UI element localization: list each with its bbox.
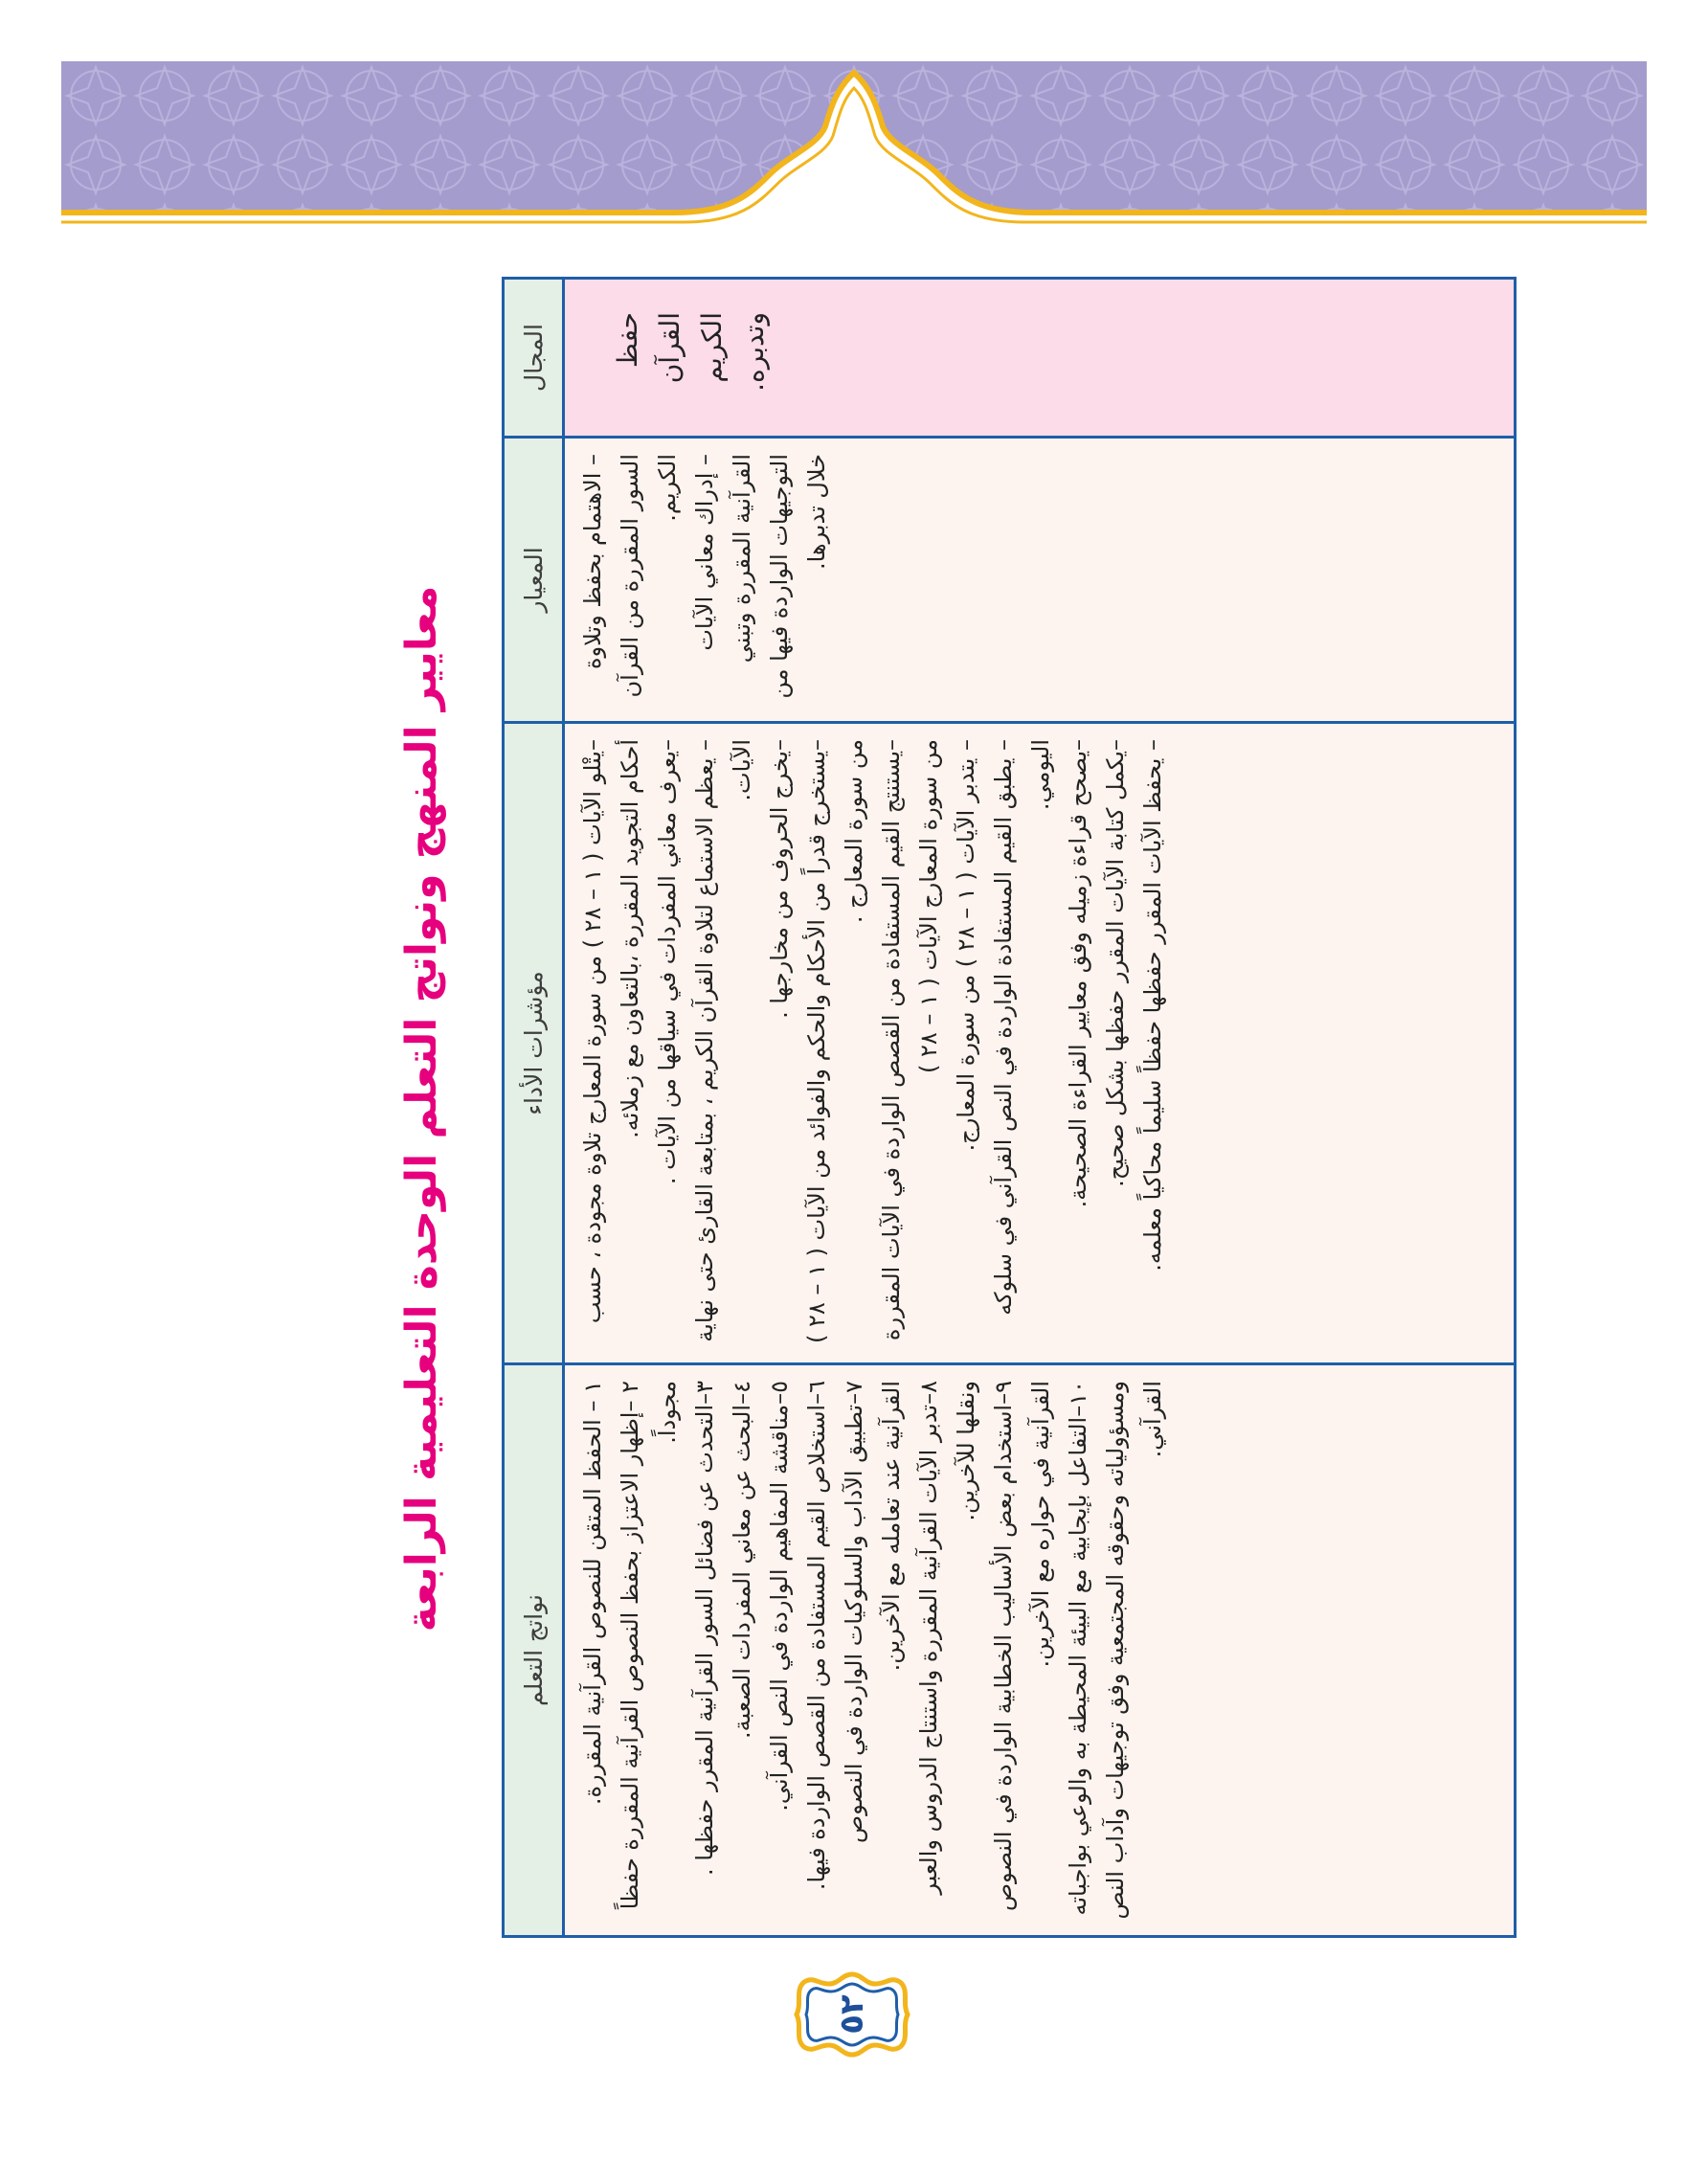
- header-standard: المعيار: [504, 438, 564, 723]
- table-header-row: [504, 279, 564, 1937]
- list-item: – يعظم الاستماع لتلاوة القرآن الكريم ، بمتابعة القارئ حتى نهاية الآيات.: [691, 739, 755, 1342]
- header-outcomes: نواتج التعلم: [504, 1364, 564, 1937]
- list-item: –يتْلو الآيات ( ١ – ٢٨ ) من سورة المعارج تلاوة مجودة ، حسب أحكام التجويد المقررة ،بالتعاون مع زملائه.: [579, 739, 643, 1324]
- list-item: ٤–البحث عن معاني المفردات الصعبة.: [729, 1381, 755, 1740]
- indicators-list: [574, 739, 1172, 1347]
- list-item: –يكمل كتابة الآيات المقرر حفظها بشكل صحيح.: [1102, 739, 1129, 1187]
- table-row: [564, 279, 1516, 1937]
- list-item: ٢ –إظهار الاعتزاز بحفظ النصوص القرآنية المقررة حفظاً مجوداً.: [617, 1381, 681, 1910]
- header-field: المجال: [504, 279, 564, 438]
- list-item: ١٠–التفاعل بإيجابية مع البيئة المحيطة به والوعي بواجباته ومسؤولياته وحقوقه المجتمعية وفق توجيهات وآداب النص القرآني.: [1065, 1381, 1166, 1920]
- indicators-cell: [564, 723, 1516, 1364]
- list-item: ١ – الحفظ المتقن للنصوص القرآنية المقررة.: [579, 1381, 606, 1806]
- list-item: ٥–مناقشة المفاهيم الواردة في النص القرآني.: [766, 1381, 793, 1812]
- list-item: –يصحح قراءة زميله وفق معايير القراءة الصحيحة.: [1065, 739, 1091, 1208]
- field-text: حفظ القرآن الكريم وتدبره.: [612, 312, 770, 392]
- rotated-content: [383, 280, 1398, 1938]
- banner-ornament-icon: [61, 61, 1647, 234]
- page-title: معايير المنهج ونواتج التعلم الوحدة التعليمية الرابعة: [396, 585, 446, 1632]
- outcomes-list: [574, 1381, 1172, 1920]
- list-item: ٣–التحدث عن فضائل السور القرآنية المقرر حفظها .: [691, 1381, 718, 1876]
- list-item: – يطبق القيم المستفادة الواردة في النص القرآني في سلوكه اليومي.: [990, 739, 1054, 1316]
- list-item: –يستخرج قدراً من الأحكام والحكم والفوائد من الآيات ( ١ – ٢٨ ) من سورة المعارج .: [803, 739, 867, 1343]
- list-item: – يتدبر الآيات ( ١ – ٢٨ ) من سورة المعارج.: [953, 739, 979, 1152]
- page-number: ٥٢: [833, 1994, 871, 2035]
- list-item: ٧–تطبيق الآداب والسلوكيات الواردة في النصوص القرآنية عند تعامله مع الآخرين.: [841, 1381, 905, 1843]
- list-item: ٨–تدبر الآيات القرآنية المقررة واستنتاج الدروس والعبر ونقلها للآخرين.: [915, 1381, 979, 1895]
- list-item: – الاهتمام بحفظ وتلاوة السور المقررة من القرآن الكريم.: [579, 454, 681, 698]
- field-cell: [564, 279, 1516, 438]
- list-item: – يحفظ الآيات المقرر حفظها حفظاً سليماً محاكياً معلمه.: [1139, 739, 1166, 1272]
- list-item: ٩–استخدام بعض الأساليب الخطابية الواردة في النصوص القرآنية في حواره مع الآخرين.: [990, 1381, 1054, 1911]
- standards-table: [502, 277, 1517, 1938]
- list-item: –يعرف معاني المفردات في سياقها من الآيات .: [654, 739, 681, 1185]
- outcomes-cell: [564, 1364, 1516, 1937]
- header-banner: [61, 61, 1647, 234]
- header-indicators: مؤشرات الأداء: [504, 723, 564, 1364]
- page-number-badge: [791, 1970, 913, 2059]
- list-item: ٦–استخلاص القيم المستفادة من القصص الواردة فيها.: [803, 1381, 830, 1891]
- standard-list: [574, 454, 836, 706]
- list-item: – إدراك معاني الآيات القرآنية المقررة وتبني التوجيهات الواردة فيها من خلال تدبرها.: [691, 454, 830, 699]
- list-item: –يخرج الحروف من مخارجها .: [766, 739, 793, 1019]
- standard-cell: [564, 438, 1516, 723]
- list-item: –يستنتج القيم المستفادة من القصص الواردة في الآيات المقررة من سورة المعارج الآيات ( ١ – ٢٨ ): [878, 739, 942, 1341]
